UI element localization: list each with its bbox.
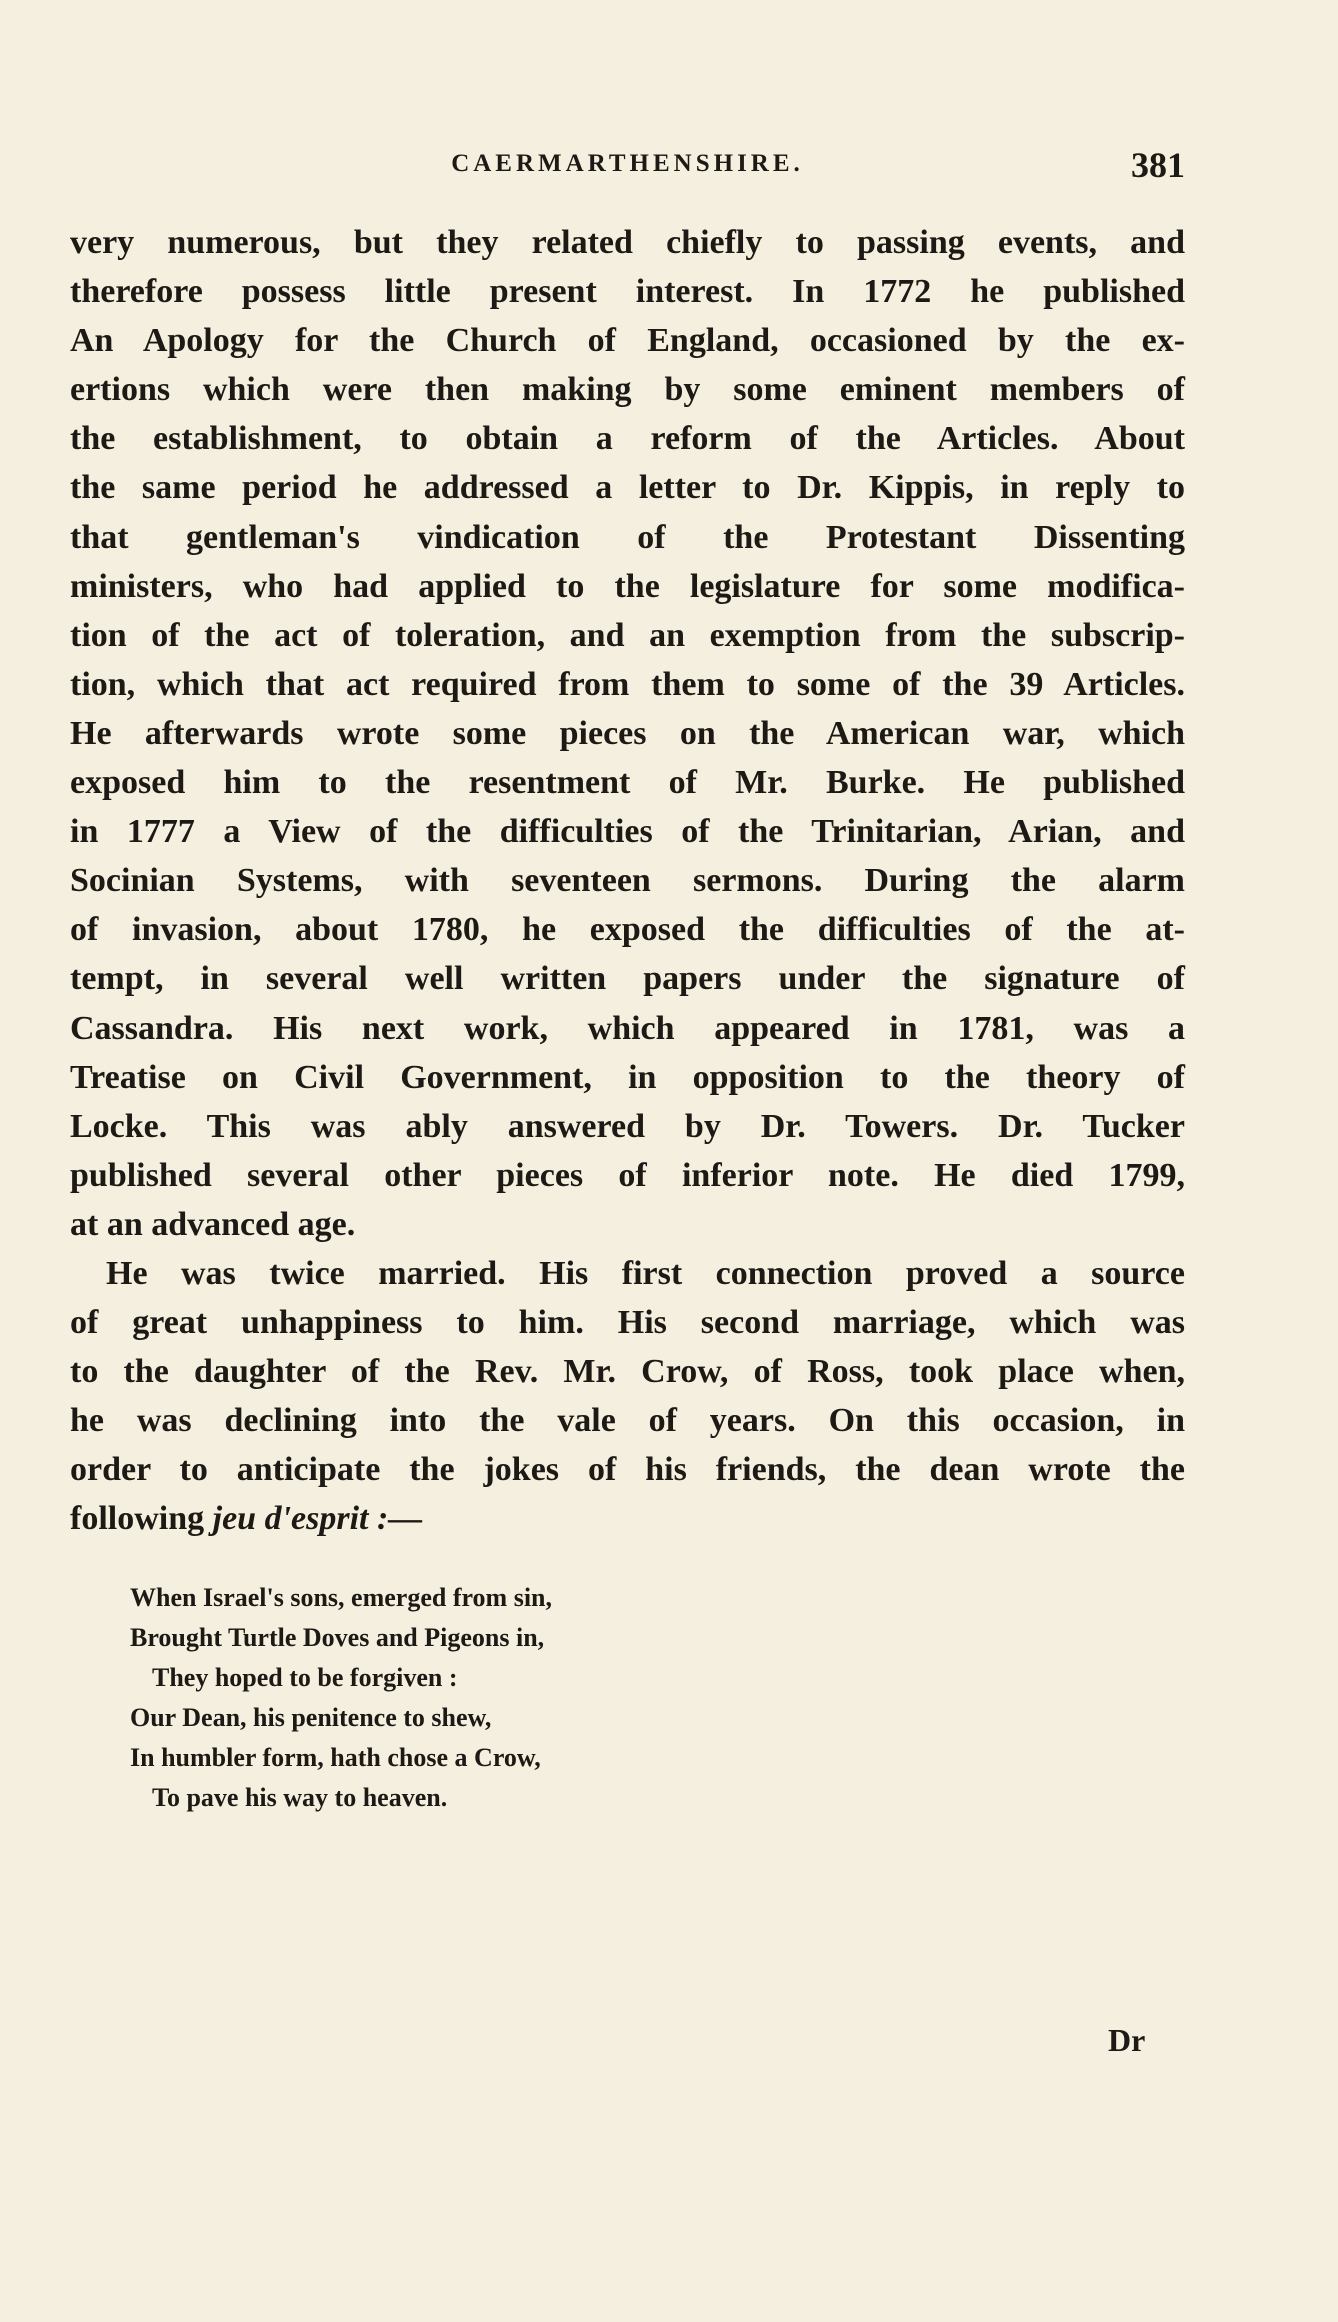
poem-line: Our Dean, his penitence to shew,: [130, 1703, 492, 1732]
poem-line: In humbler form, hath chose a Crow,: [130, 1743, 541, 1772]
text-line: exposed him to the resentment of Mr. Burke. He published: [70, 764, 1185, 802]
poem-line: To pave his way to heaven.: [152, 1783, 448, 1812]
text-line: in 1777 a View of the difficulties of the Trinitarian, Arian, and: [70, 813, 1185, 851]
text-line: order to anticipate the jokes of his friends, the dean wrote the: [70, 1451, 1185, 1489]
body-text: [70, 218, 1185, 1544]
poem-line: Brought Turtle Doves and Pigeons in,: [130, 1623, 545, 1652]
text-line: tion, which that act required from them to some of the 39 Articles.: [70, 665, 1185, 703]
text-line: of invasion, about 1780, he exposed the difficulties of the at-: [70, 911, 1185, 949]
running-head: CAERMARTHENSHIRE.: [451, 150, 804, 177]
text-line: at an advanced age.: [70, 1205, 356, 1243]
text-line: Locke. This was ably answered by Dr. Towers. Dr. Tucker: [70, 1107, 1185, 1145]
text-line: published several other pieces of inferior note. He died 1799,: [70, 1156, 1185, 1194]
text-line: Treatise on Civil Government, in opposition to the theory of: [70, 1058, 1185, 1096]
text-line: Socinian Systems, with seventeen sermons. During the alarm: [70, 862, 1185, 900]
text-line: Cassandra. His next work, which appeared in 1781, was a: [70, 1009, 1185, 1047]
text-line: of great unhappiness to him. His second marriage, which was: [70, 1304, 1185, 1342]
poem-line: When Israel's sons, emerged from sin,: [130, 1583, 553, 1612]
text-line: tion of the act of toleration, and an exemption from the subscrip-: [70, 616, 1185, 654]
text-line: very numerous, but they related chiefly to passing events, and: [70, 224, 1185, 261]
text-line: he was declining into the vale of years. On this occasion, in: [70, 1402, 1185, 1440]
paragraph-start-line: He was twice married. His first connection proved a source: [106, 1254, 1185, 1292]
catchword: Dr: [1108, 2022, 1146, 2058]
poem-line: They hoped to be forgiven :: [152, 1663, 458, 1692]
page-header: [70, 145, 1185, 200]
text-line-last: [70, 1494, 1185, 1543]
text-line: An Apology for the Church of England, occasioned by the ex-: [70, 322, 1185, 360]
text-line: therefore possess little present interest. In 1772 he published: [70, 273, 1185, 311]
text-line: that gentleman's vindication of the Protestant Dissenting: [70, 518, 1185, 556]
epigram-poem: [130, 1578, 1030, 1818]
page-number: 381: [1131, 145, 1185, 185]
text-line: tempt, in several well written papers under the signature of: [70, 960, 1185, 998]
text-line: ertions which were then making by some eminent members of: [70, 371, 1185, 409]
text-line: ministers, who had applied to the legislature for some modifica-: [70, 567, 1185, 605]
text-line: He afterwards wrote some pieces on the American war, which: [70, 714, 1185, 752]
last-line-prefix: following: [70, 1500, 213, 1538]
text-line: the establishment, to obtain a reform of the Articles. About: [70, 420, 1185, 458]
jeu-desprit-phrase: jeu d'esprit :—: [212, 1500, 423, 1538]
text-line: to the daughter of the Rev. Mr. Crow, of Ross, took place when,: [70, 1353, 1185, 1391]
text-line: the same period he addressed a letter to Dr. Kippis, in reply to: [70, 469, 1185, 507]
